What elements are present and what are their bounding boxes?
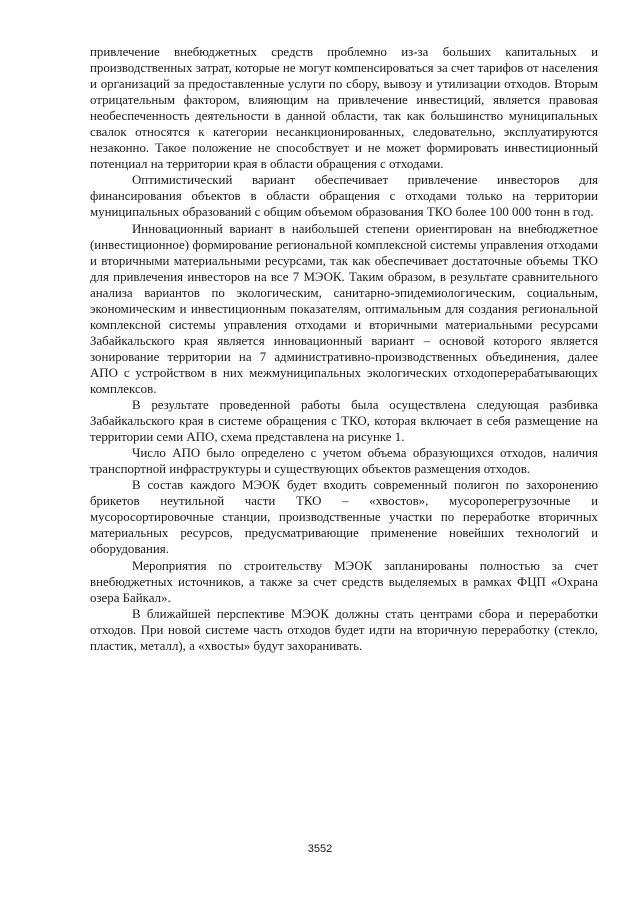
paragraph-5: Число АПО было определено с учетом объема образующихся отходов, наличия транспортной инфраструктуры и существующих объектов размещения отходов. (90, 446, 598, 477)
paragraph-7: Мероприятия по строительству МЭОК запланированы полностью за счет внебюджетных источников, а также за счет средств выделяемых в рамках ФЦП «Охрана озера Байкал». (90, 558, 598, 605)
paragraph-1: привлечение внебюджетных средств проблемно из-за больших капитальных и производственных затрат, которые не могут компенсироваться за счет тарифов от населения и организаций за предоставленные услуги по сбору, вывозу и утилизации отходов. Вторым отрицательным фактором, влияющим на привлечение инвестиций, является правовая необеспеченность деятельности в данной области, так как большинство муниципальных свалок относятся к категории несанкционированных, следовательно, эксплуатируются незаконно. Такое положение не способствует и не может формировать инвестиционный потенциал на территории края в области обращения с отходами. (90, 45, 598, 172)
paragraph-4: В результате проведенной работы была осуществлена следующая разбивка Забайкальского края в системе обращения с ТКО, которая включает в себя размещение на территории семи АПО, схема представлена на рисунке 1. (90, 398, 598, 445)
paragraph-6: В состав каждого МЭОК будет входить современный полигон по захоронению брикетов неутильной части ТКО – «хвостов», мусороперегрузочные и мусоросортировочные станции, производственные участки по переработке вторичных материальных ресурсов, предусматривающие применение новейших технологий и оборудования. (90, 478, 598, 557)
paragraph-2: Оптимистический вариант обеспечивает привлечение инвесторов для финансирования объектов в области обращения с отходами только на территории муниципальных образований с общим объемом образования ТКО более 100 000 тонн в год. (90, 173, 598, 220)
paragraph-3: Инновационный вариант в наибольшей степени ориентирован на внебюджетное (инвестиционное) формирование региональной комплексной системы управления отходами и вторичными материальными ресурсами, так как обеспечивает достаточные объемы ТКО для привлечения инвесторов на все 7 МЭОК. Таким образом, в результате сравнительного анализа вариантов по экологическим, санитарно-эпидемиологическим, социальным, экономическим и инвестиционным показателям, оптимальным для создания региональной комплексной системы управления отходами и вторичными материальными ресурсами Забайкальского края является инновационный вариант – основой которого является зонирование территории на 7 административно-производственных объединения, далее АПО с устройством в них межмуниципальных экологических отходоперерабатывающих комплексов. (90, 221, 598, 396)
page-number: 3552 (307, 843, 333, 855)
body-text (90, 44, 598, 654)
paragraph-8: В ближайшей перспективе МЭОК должны стать центрами сбора и переработки отходов. При новой системе часть отходов будет идти на вторичную переработку (стекло, пластик, металл), а «хвосты» будут захоранивать. (90, 606, 598, 653)
